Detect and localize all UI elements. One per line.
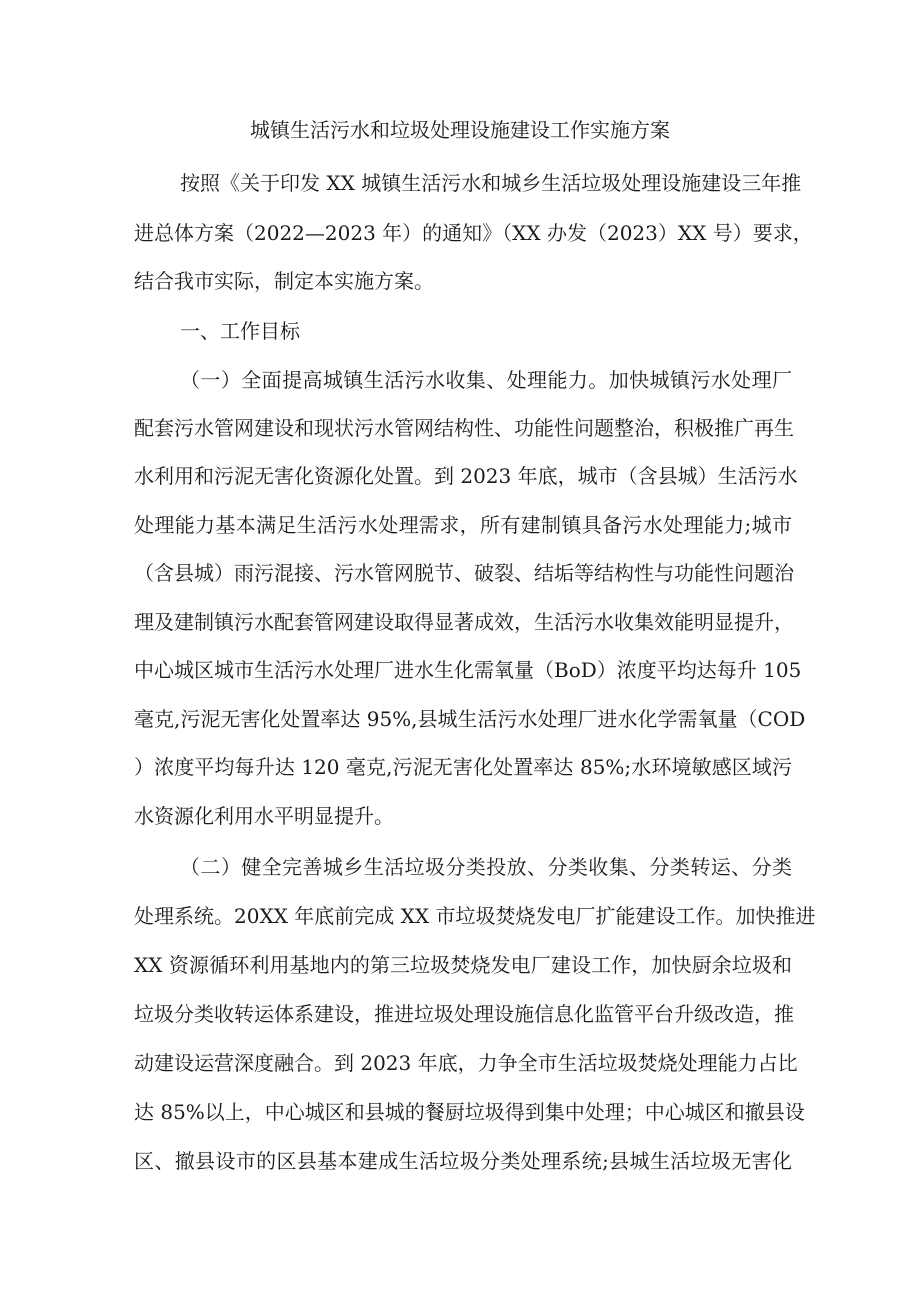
intro-line: 进总体方案（2022—2023 年）的通知》（XX 办发（2023）XX 号）要求， [134, 221, 813, 245]
paragraph-line: 水资源化利用水平明显提升。 [134, 804, 394, 828]
paragraph-line: 处理能力基本满足生活污水处理需求，所有建制镇具备污水处理能力;城市 [134, 513, 792, 537]
paragraph-line: 水利用和污泥无害化资源化处置。到 2023 年底，城市（含县城）生活污水 [134, 464, 798, 488]
paragraph-line: XX 资源循环利用基地内的第三垃圾焚烧发电厂建设工作，加快厨余垃圾和 [134, 953, 792, 977]
paragraph-line: 处理系统。20XX 年底前完成 XX 市垃圾焚烧发电厂扩能建设工作。加快推进 [134, 904, 816, 928]
document-title: 城镇生活污水和垃圾处理设施建设工作实施方案 [250, 118, 670, 142]
paragraph-line: 中心城区城市生活污水处理厂进水生化需氧量（BoD）浓度平均达每升 105 [134, 658, 802, 682]
paragraph-line: 垃圾分类收转运体系建设，推进垃圾处理设施信息化监管平台升级改造，推 [134, 1002, 794, 1026]
paragraph-line: （二）健全完善城乡生活垃圾分类投放、分类收集、分类转运、分类 [180, 855, 792, 879]
paragraph-line: 毫克,污泥无害化处置率达 95%,县城生活污水处理厂进水化学需氧量（COD [134, 707, 806, 731]
paragraph-line: （含县城）雨污混接、污水管网脱节、破裂、结垢等结构性与功能性问题治 [134, 561, 794, 585]
paragraph-line: ）浓度平均每升达 120 毫克,污泥无害化处置率达 85%;水环境敏感区域污 [134, 755, 792, 779]
paragraph-line: 配套污水管网建设和现状污水管网结构性、功能性问题整治，积极推广再生 [134, 416, 794, 440]
paragraph-line: 区、撤县设市的区县基本建成生活垃圾分类处理系统;县城生活垃圾无害化 [134, 1149, 792, 1173]
intro-line: 按照《关于印发 XX 城镇生活污水和城乡生活垃圾处理设施建设三年推 [180, 171, 802, 195]
paragraph-line: 动建设运营深度融合。到 2023 年底，力争全市生活垃圾焚烧处理能力占比 [134, 1051, 798, 1075]
section-heading: 一、工作目标 [180, 319, 300, 343]
paragraph-line: 理及建制镇污水配套管网建设取得显著成效，生活污水收集效能明显提升， [134, 610, 794, 634]
paragraph-line: （一）全面提高城镇生活污水收集、处理能力。加快城镇污水处理厂 [180, 368, 792, 392]
paragraph-line: 达 85%以上，中心城区和县城的餐厨垃圾得到集中处理；中心城区和撤县设 [134, 1100, 805, 1124]
intro-line: 结合我市实际，制定本实施方案。 [134, 269, 434, 293]
